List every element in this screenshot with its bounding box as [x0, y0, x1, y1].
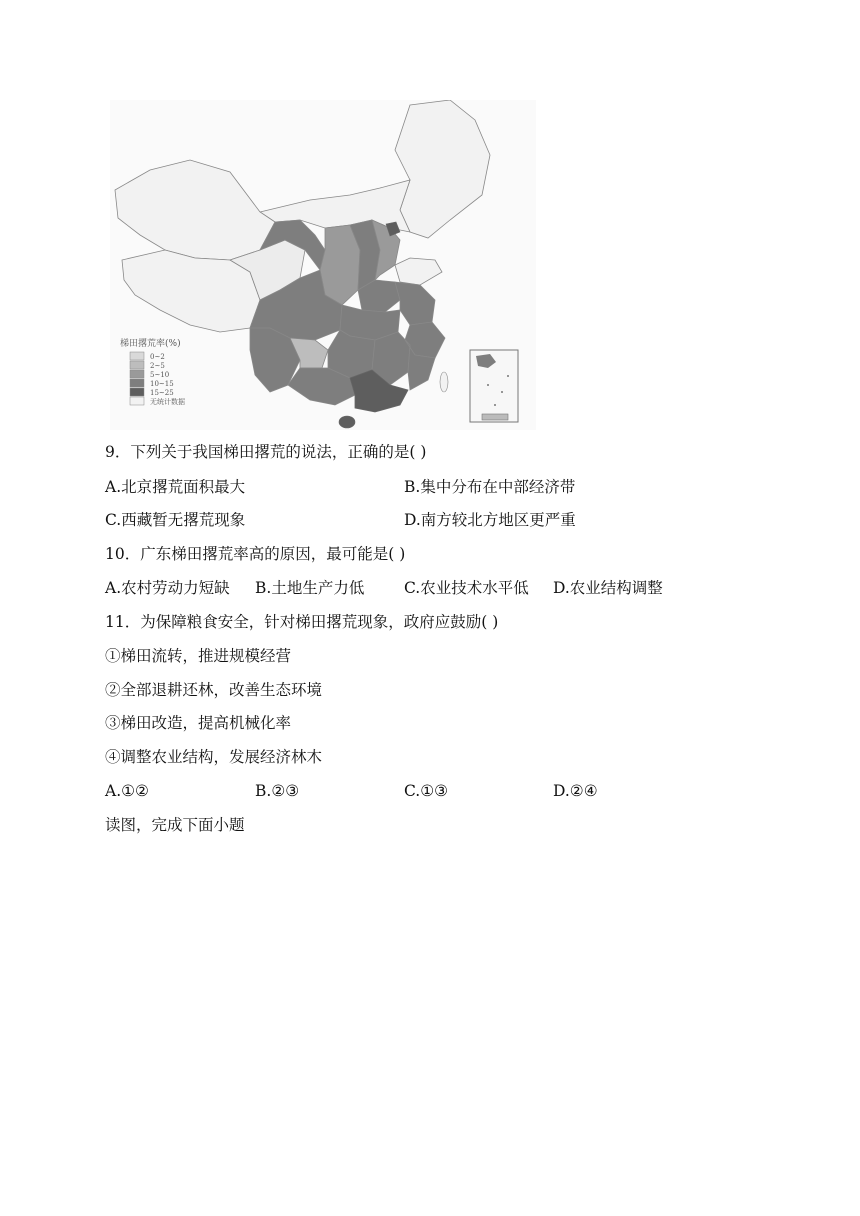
question-10-stem: 10．广东梯田撂荒率高的原因，最可能是( )	[105, 545, 406, 563]
south-china-sea-inset	[470, 350, 518, 422]
legend-item: 15~25	[150, 389, 174, 397]
q10-option-d[interactable]: D.农业结构调整	[553, 579, 663, 597]
next-section-instruction: 读图，完成下面小题	[105, 816, 245, 834]
terrace-abandonment-map	[110, 100, 536, 430]
q9-option-b[interactable]: B.集中分布在中部经济带	[404, 478, 576, 496]
legend-title: 梯田撂荒率(%)	[120, 339, 181, 349]
q10-option-a[interactable]: A.农村劳动力短缺	[105, 579, 230, 597]
legend-item: 0~2	[150, 353, 165, 361]
q11-option-d[interactable]: D.②④	[553, 782, 598, 800]
q9-option-c[interactable]: C.西藏暂无撂荒现象	[105, 511, 246, 529]
map-region-shaanxi	[320, 225, 360, 305]
q11-statement-4: ④调整农业结构，发展经济林木	[105, 748, 323, 766]
q11-statement-2: ②全部退耕还林，改善生态环境	[105, 681, 323, 699]
legend-item: 5~10	[150, 371, 170, 379]
q11-option-b[interactable]: B.②③	[255, 782, 300, 800]
map-region-taiwan	[440, 372, 448, 392]
q11-statement-3: ③梯田改造，提高机械化率	[105, 714, 292, 732]
q11-statement-1: ①梯田流转，推进规模经营	[105, 647, 292, 665]
question-9-stem: 9．下列关于我国梯田撂荒的说法，正确的是( )	[105, 443, 427, 461]
legend-item: 10~15	[150, 380, 174, 388]
q10-option-b[interactable]: B.土地生产力低	[255, 579, 365, 597]
legend-item: 2~5	[150, 362, 165, 370]
china-map-figure	[110, 100, 536, 430]
q9-option-d[interactable]: D.南方较北方地区更严重	[404, 511, 576, 529]
q9-option-a[interactable]: A.北京撂荒面积最大	[105, 478, 246, 496]
legend-item: 无统计数据	[150, 398, 185, 406]
map-region-hainan	[339, 416, 355, 428]
question-11-stem: 11．为保障粮食安全，针对梯田撂荒现象，政府应鼓励( )	[105, 613, 499, 631]
q11-option-a[interactable]: A.①②	[105, 782, 149, 800]
q11-option-c[interactable]: C.①③	[404, 782, 449, 800]
q10-option-c[interactable]: C.农业技术水平低	[404, 579, 529, 597]
